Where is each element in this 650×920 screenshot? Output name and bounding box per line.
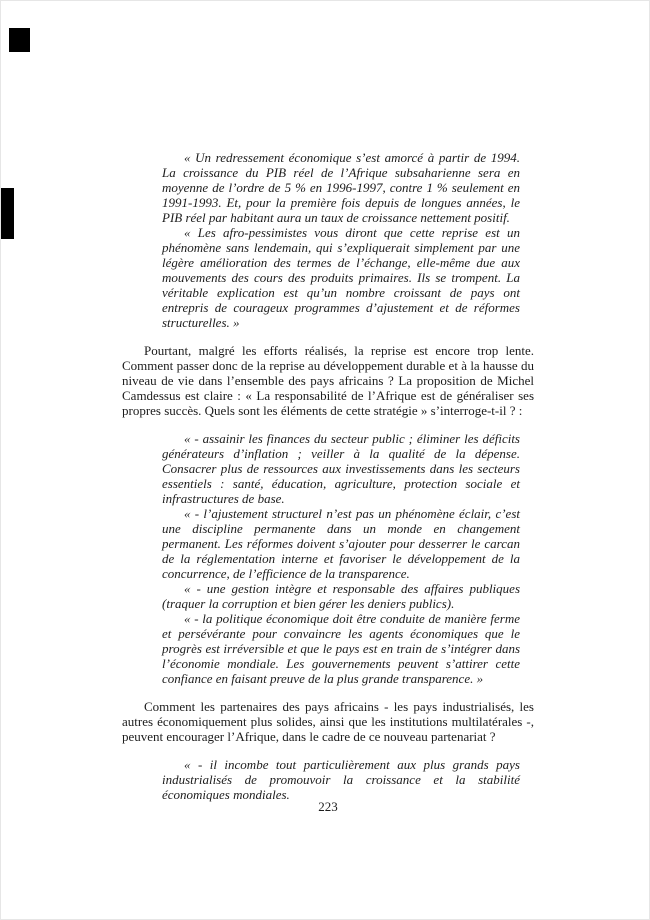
- quote-paragraph: « - il incombe tout particulièrement aux plus grands pays industrialisés de promouvoir la croissance et la stabilité économiques mondiales.: [162, 757, 520, 802]
- quote-paragraph: « Un redressement économique s’est amorcé à partir de 1994. La croissance du PIB réel de l’Afrique subsaharienne sera en moyenne de l’ordre de 5 % en 1996-1997, contre 1 % seulement en 1991-1993. Et, pour la première fois depuis de longues années, le PIB réel par habitant aura un taux de croissance nettement positif.: [162, 150, 520, 225]
- page-number: 223: [318, 799, 338, 814]
- paragraph-gap: [122, 686, 534, 699]
- page-content: [122, 150, 534, 802]
- quote-paragraph: « - l’ajustement structurel n’est pas un phénomène éclair, c’est une discipline permanente dans un monde en changement permanent. Les réformes doivent s’ajouter pour desserrer le carcan de la réglementation interne et favoriser le développement de la concurrence, de l’efficience de la transparence.: [162, 506, 520, 581]
- quote-paragraph: « - une gestion intègre et responsable des affaires publiques (traquer la corruption et bien gérer les deniers publics).: [162, 581, 520, 611]
- quote-paragraph: « - assainir les finances du secteur public ; éliminer les déficits générateurs d’inflation ; veiller à la qualité de la dépense. Consacrer plus de ressources aux investissements dans les secteurs essentiels : santé, éducation, agriculture, protection sociale et infrastructures de base.: [162, 431, 520, 506]
- quote-paragraph: « Les afro-pessimistes vous diront que cette reprise est un phénomène sans lendemain, qui s’expliquerait simplement par une légère amélioration des termes de l’échange, elle-même due aux mouvements des cours des produits primaires. Ils se trompent. La véritable explication est qu’un nombre croissant de pays ont entrepris de courageux programmes d’ajustement et de réformes structurelles. »: [162, 225, 520, 330]
- quote-paragraph: « - la politique économique doit être conduite de manière ferme et persévérante pour convaincre les agents économiques que le progrès est irréversible et que le pays est en train de s’intégrer dans l’économie mondiale. Les gouvernements peuvent s’attirer cette confiance en faisant preuve de la plus grande transparence. »: [162, 611, 520, 686]
- paragraph-gap: [122, 330, 534, 343]
- paragraph-gap: [122, 744, 534, 757]
- body-paragraph: Pourtant, malgré les efforts réalisés, la reprise est encore trop lente. Comment passer donc de la reprise au développement durable et à la hausse du niveau de vie dans l’ensemble des pays africains ? La proposition de Michel Camdessus est claire : « La responsabilité de l’Afrique est de généraliser ses propres succès. Quels sont les éléments de cette stratégie » s’interroge-t-il ? :: [122, 343, 534, 418]
- body-paragraph: Comment les partenaires des pays africains - les pays industrialisés, les autres économiquement plus solides, ainsi que les institutions multilatérales -, peuvent encourager l’Afrique, dans le cadre de ce nouveau partenariat ?: [122, 699, 534, 744]
- scan-artifact-edge: [1, 188, 14, 239]
- scan-artifact-corner: [9, 28, 30, 52]
- paragraph-gap: [122, 418, 534, 431]
